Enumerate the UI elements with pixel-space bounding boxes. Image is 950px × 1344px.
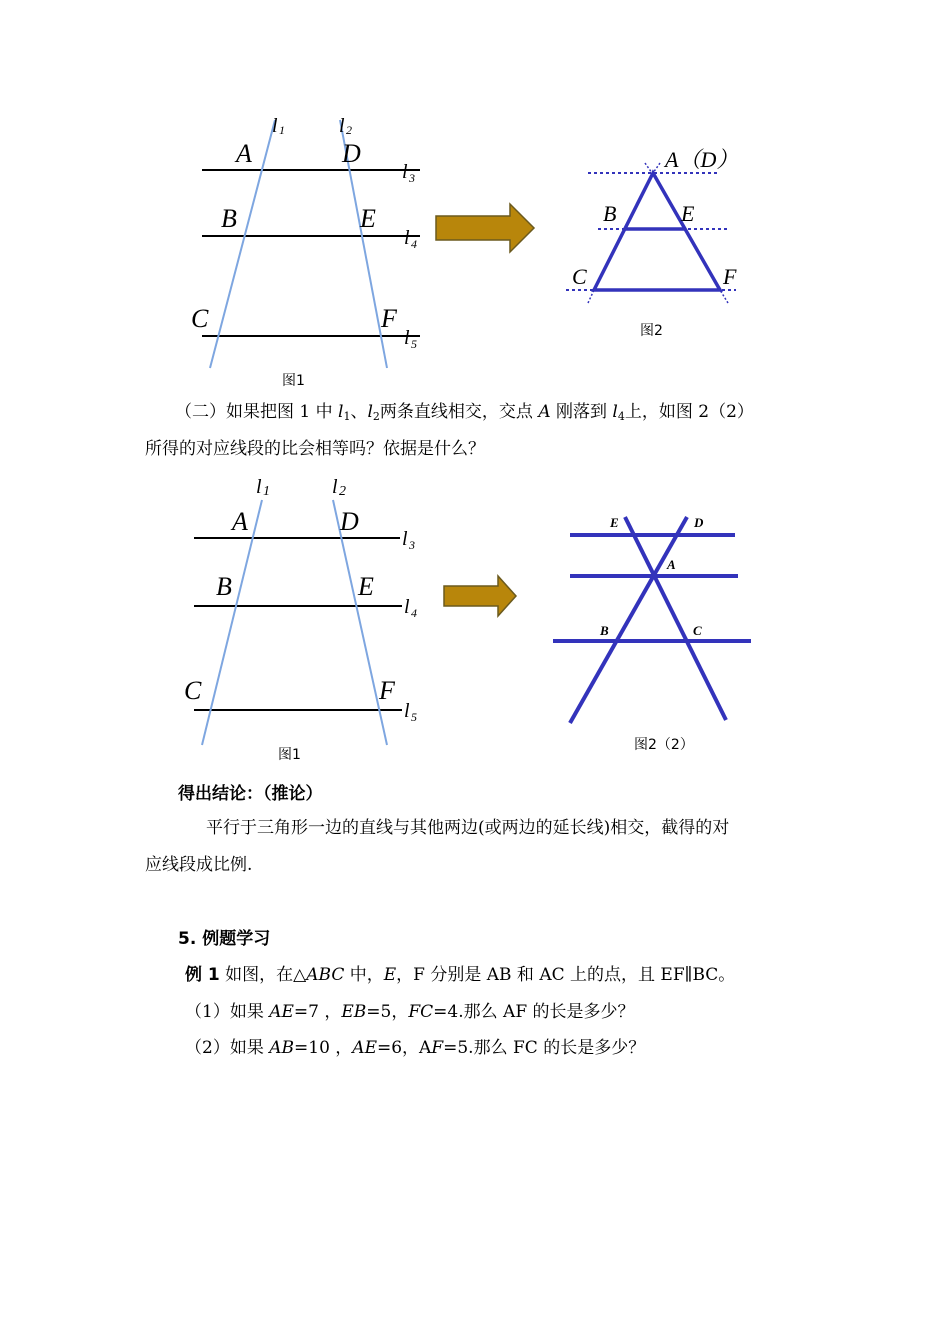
line-label-l4: l (404, 227, 410, 249)
example-question-2: （2）如果 AB=10 ，AE=6，AF=5.那么 FC 的长是多少？ (185, 1038, 646, 1058)
svg-text:2: 2 (346, 123, 352, 137)
figure-caption: 图1 (278, 747, 301, 763)
figure-caption: 图1 (282, 373, 305, 389)
arrow-icon (440, 574, 522, 620)
conclusion-heading: 得出结论：（推论） (178, 784, 323, 804)
figure-1-top (180, 110, 440, 390)
question-line-1: （二）如果把图 1 中 $l_1$、$l_2$两条直线相交，交点 A 刚落到 $l_4$上，如图 2（2） (175, 402, 754, 423)
point-D: D (340, 507, 359, 536)
point-A: A (667, 557, 676, 572)
point-B: B (603, 201, 617, 226)
svg-text:2: 2 (339, 484, 346, 499)
line-label-l5: l (404, 700, 410, 722)
point-E: E (360, 204, 376, 233)
point-D: D (694, 515, 704, 530)
svg-text:5: 5 (411, 710, 417, 724)
point-E: E (358, 572, 374, 601)
svg-text:3: 3 (409, 171, 415, 185)
example-question-1: （1）如果 AE=7 ，EB=5，FC=4.那么 AF 的长是多少？ (185, 1002, 635, 1022)
figure-2-2 (545, 505, 765, 735)
example-1-line: 例 1 如图，在△ABC 中，E，F 分别是 AB 和 AC 上的点，且 EF∥BC。 (185, 965, 736, 985)
svg-text:4: 4 (411, 606, 417, 620)
line-label-l2: l (339, 115, 345, 137)
point-B: B (216, 572, 232, 601)
point-C: C (191, 304, 209, 333)
example-heading: 5. 例题学习 (178, 929, 271, 949)
point-D: D (342, 139, 361, 168)
svg-text:4: 4 (411, 237, 417, 251)
svg-text:3: 3 (409, 538, 415, 552)
svg-text:5: 5 (411, 337, 417, 351)
point-C: C (693, 623, 702, 638)
point-F: F (379, 676, 395, 705)
point-F: F (723, 264, 737, 289)
point-A-D: A（D） (665, 147, 739, 172)
line-label-l4: l (404, 596, 410, 618)
line-label-l3: l (402, 528, 408, 550)
figure-caption: 图2（2） (634, 737, 694, 753)
point-A: A (236, 139, 252, 168)
point-B: B (600, 623, 609, 638)
line-label-l2: l (332, 476, 338, 498)
point-E: E (681, 201, 695, 226)
point-C: C (184, 676, 202, 705)
line-label-l1: l (256, 476, 262, 498)
example-label: 例 1 (185, 965, 220, 985)
point-C: C (572, 264, 587, 289)
svg-text:1: 1 (263, 484, 270, 499)
point-F: F (381, 304, 397, 333)
point-A: A (232, 507, 248, 536)
arrow-icon (432, 202, 542, 262)
line-label-l5: l (404, 327, 410, 349)
line-label-l1: l (272, 115, 278, 137)
line-label-l3: l (402, 161, 408, 183)
svg-text:1: 1 (279, 123, 285, 137)
conclusion-line-2: 应线段成比例. (145, 855, 253, 875)
figure-2-top (560, 145, 750, 315)
figure-1-middle (180, 475, 440, 765)
conclusion-line-1: 平行于三角形一边的直线与其他两边(或两边的延长线)相交，截得的对 (206, 818, 730, 838)
question-line-2: 所得的对应线段的比会相等吗？依据是什么？ (145, 439, 485, 459)
point-E: E (610, 515, 619, 530)
figure-caption: 图2 (640, 323, 663, 339)
point-B: B (221, 204, 237, 233)
